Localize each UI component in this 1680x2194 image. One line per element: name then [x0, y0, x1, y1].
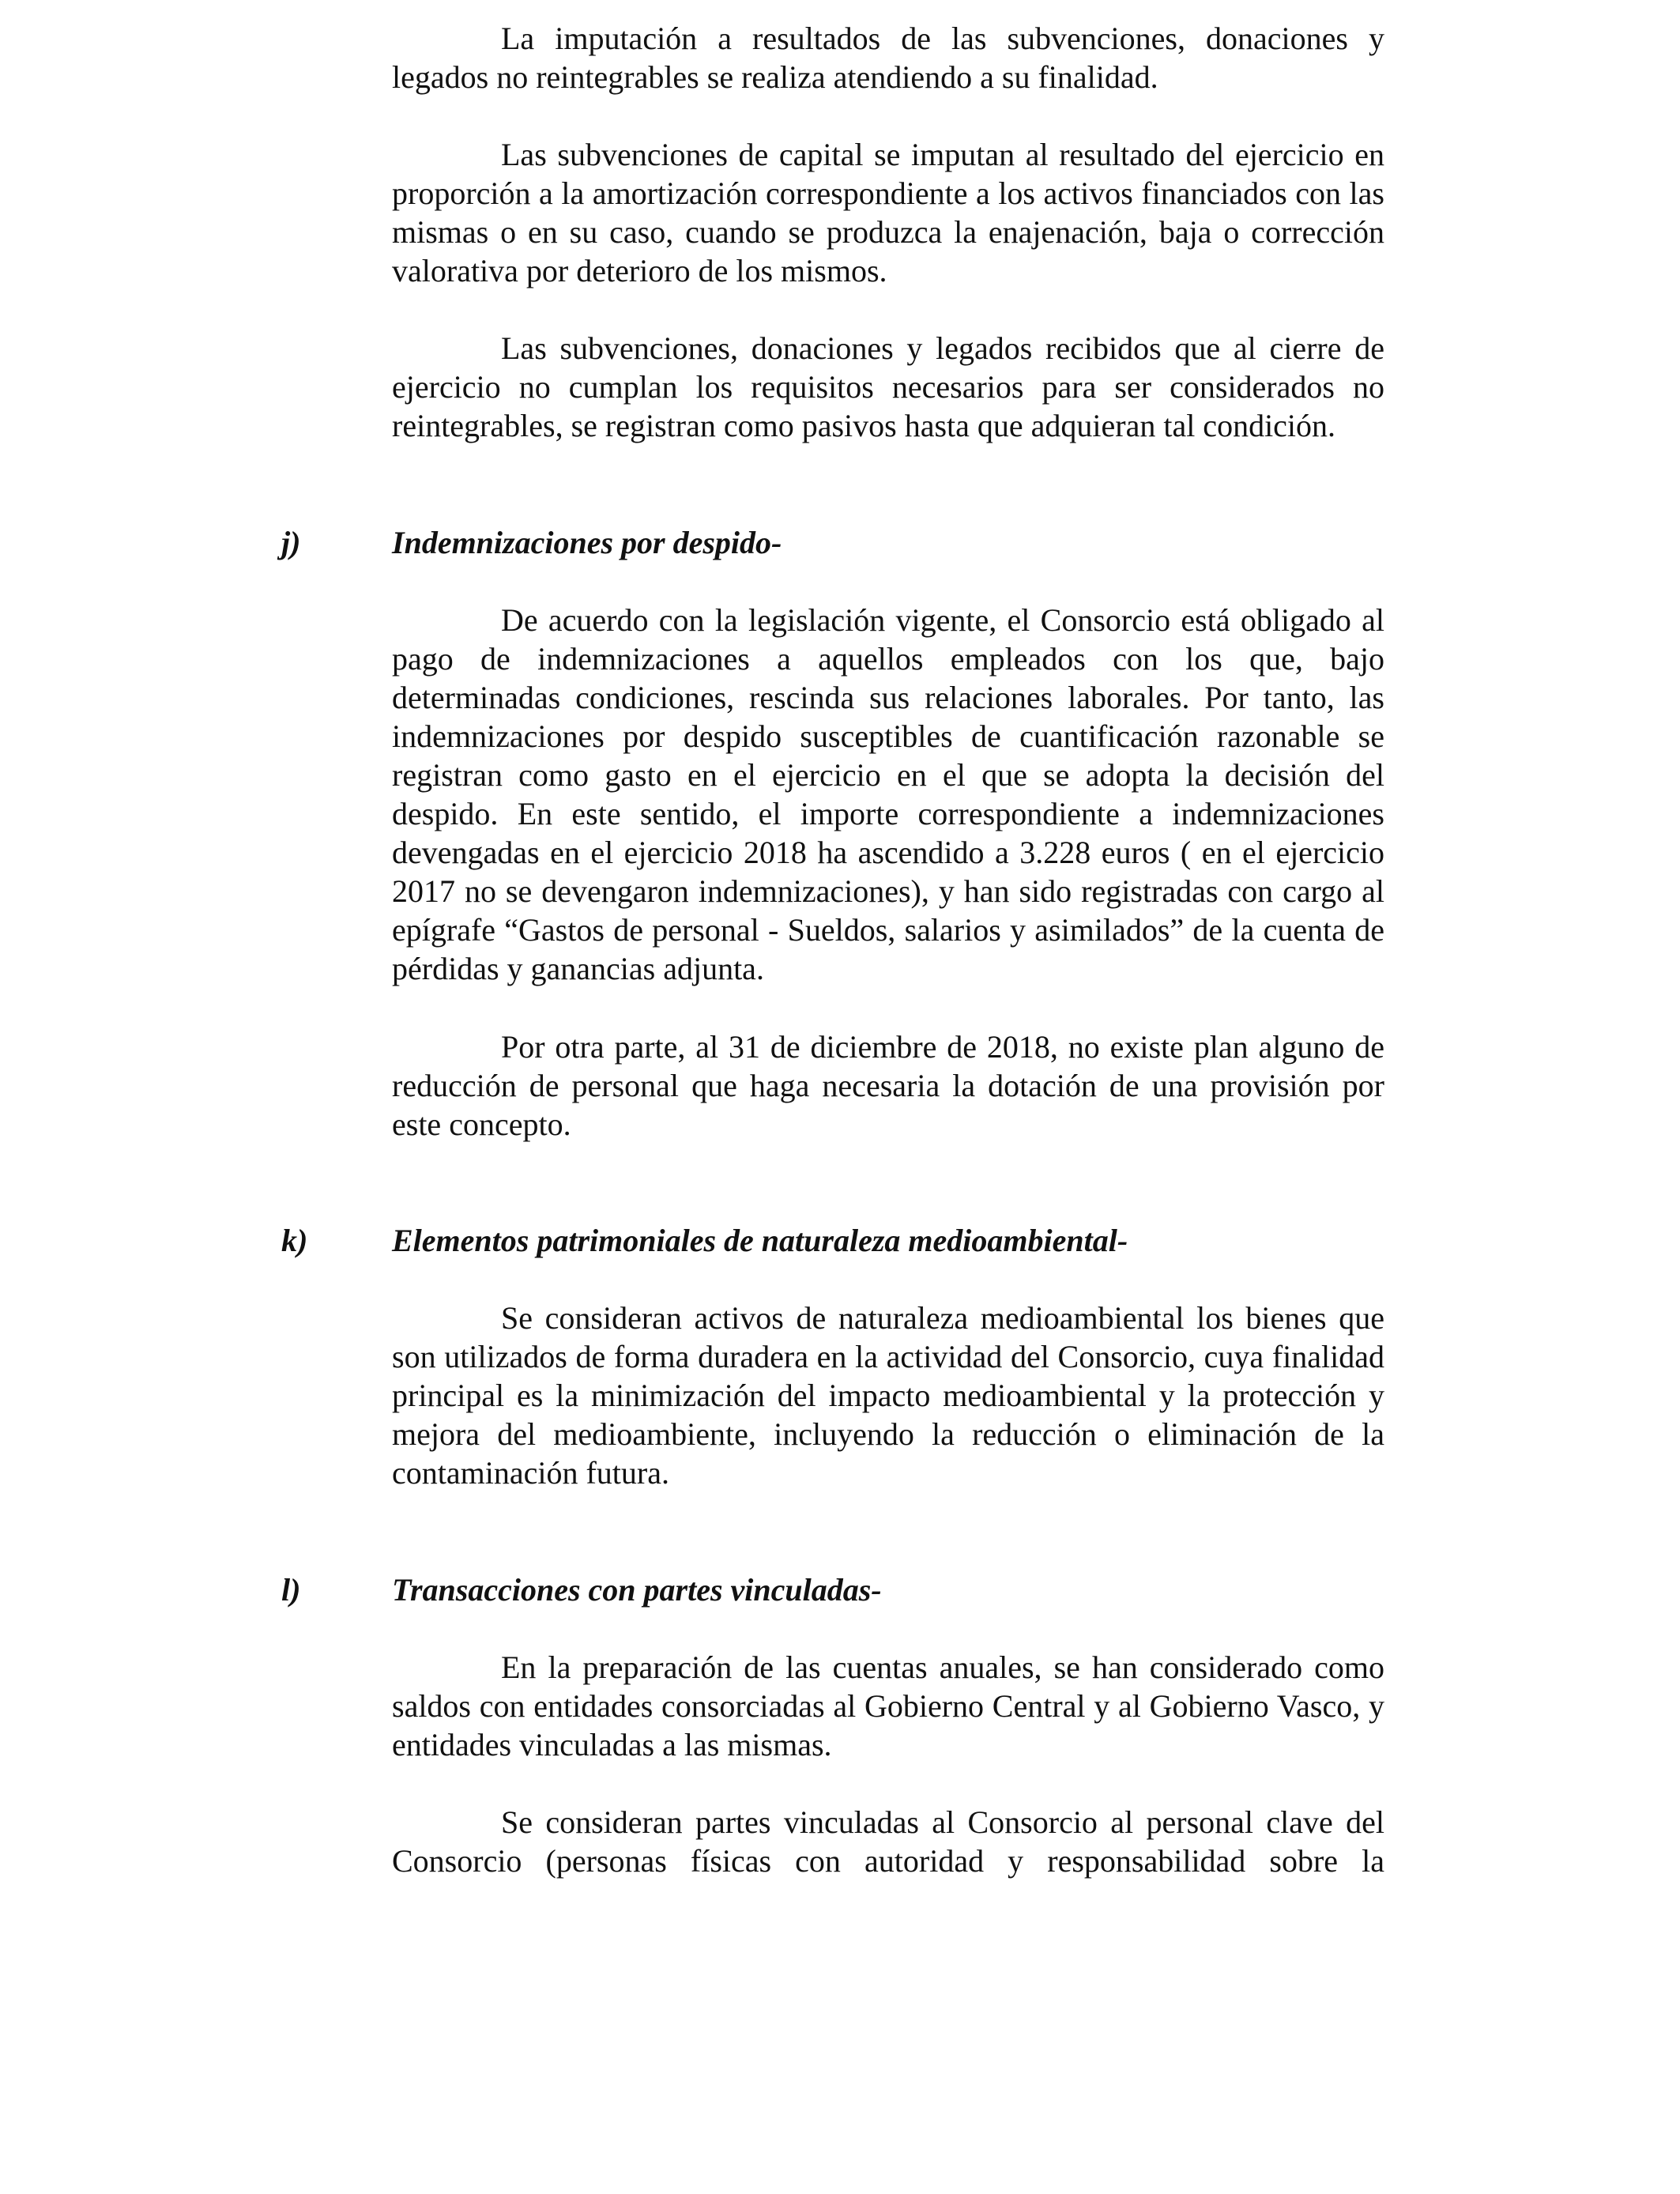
paragraph-plan-reduccion: Por otra parte, al 31 de diciembre de 2018, no existe plan alguno de reducción de personal que haga necesaria la dotación de una provisión por este concepto.: [392, 1029, 1384, 1142]
section-l-title: Transacciones con partes vinculadas-: [392, 1572, 882, 1608]
section-k-letter: k): [281, 1223, 308, 1258]
paragraph-subvenciones-pasivos: Las subvenciones, donaciones y legados recibidos que al cierre de ejercicio no cumplan los requisitos necesarios para ser considerados no reintegrables, se registran como pasivos hasta que adquieran tal condición.: [392, 330, 1384, 443]
paragraph-activos-medioambientales: Se consideran activos de naturaleza medioambiental los bienes que son utilizados de forma duradera en la actividad del Consorcio, cuya finalidad principal es la minimización del impacto medioambiental y la protección y mejora del medioambiente, incluyendo la reducción o eliminación de la contaminación futura.: [392, 1300, 1384, 1491]
section-l-letter: l): [281, 1572, 301, 1608]
paragraph-saldos-entidades: En la preparación de las cuentas anuales, se han considerado como saldos con entidades consorciadas al Gobierno Central y al Gobierno Vasco, y entidades vinculadas a las mismas.: [392, 1649, 1384, 1762]
paragraph-imputacion: La imputación a resultados de las subvenciones, donaciones y legados no reintegrables se realiza atendiendo a su finalidad.: [392, 21, 1384, 95]
section-k-title: Elementos patrimoniales de naturaleza medioambiental-: [392, 1223, 1128, 1258]
section-j-letter: j): [281, 525, 301, 560]
paragraph-subvenciones-capital: Las subvenciones de capital se imputan al resultado del ejercicio en proporción a la amortización correspondiente a los activos financiados con las mismas o en su caso, cuando se produzca la enajenación, baja o corrección valorativa por deterioro de los mismos.: [392, 137, 1384, 288]
paragraph-indemnizaciones: De acuerdo con la legislación vigente, el Consorcio está obligado al pago de indemnizaciones a aquellos empleados con los que, bajo determinadas condiciones, rescinda sus relaciones laborales. Por tanto, las indemnizaciones por despido susceptibles de cuantificación razonable se registran como gasto en el ejercicio en el que se adopta la decisión del despido. En este sentido, el importe correspondiente a indemnizaciones devengadas en el ejercicio 2018 ha ascendido a 3.228 euros ( en el ejercicio 2017 no se devengaron indemnizaciones), y han sido registradas con cargo al epígrafe “Gastos de personal - Sueldos, salarios y asimilados” de la cuenta de pérdidas y ganancias adjunta.: [392, 602, 1384, 986]
paragraph-partes-vinculadas: Se consideran partes vinculadas al Consorcio al personal clave del Consorcio (personas físicas con autoridad y responsabilidad sobre la: [392, 1804, 1384, 1879]
section-j-title: Indemnizaciones por despido-: [392, 525, 782, 560]
